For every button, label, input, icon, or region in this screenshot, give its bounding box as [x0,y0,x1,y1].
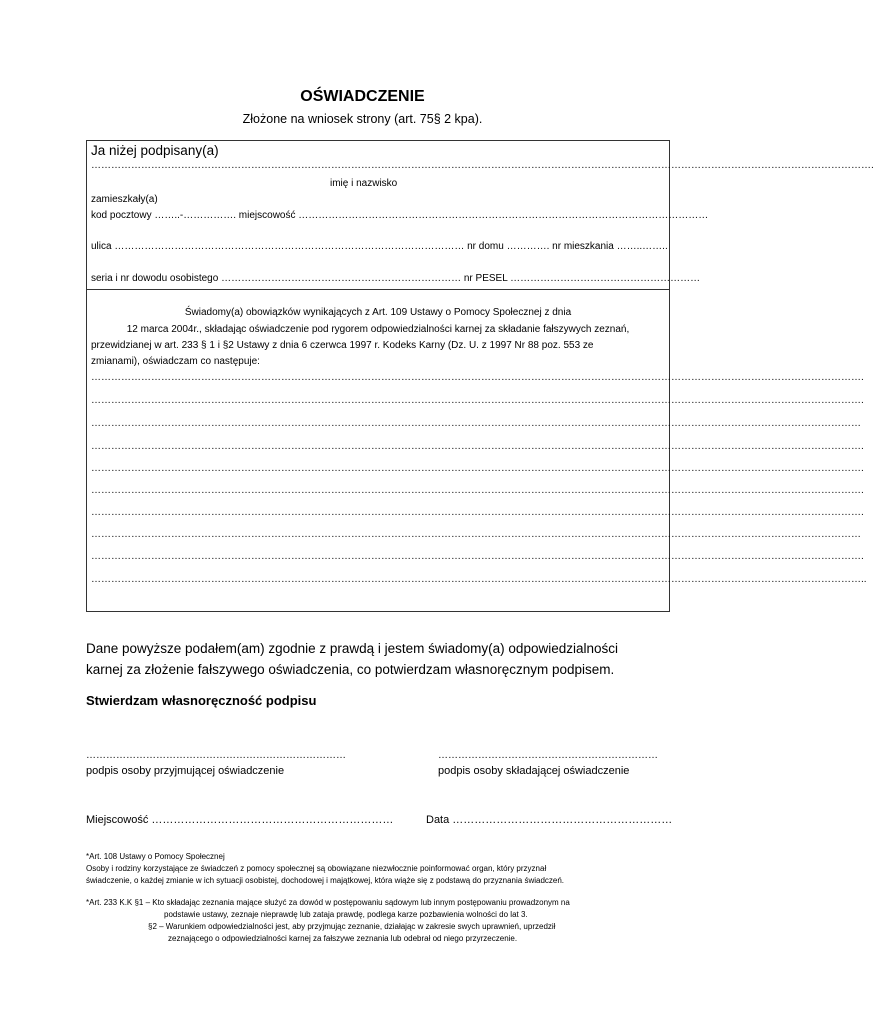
date-field[interactable]: Data …………………………………………………… [426,814,673,826]
footnote2-line1: *Art. 233 K.K §1 – Kto składając zeznania mające służyć za dowód w postępowaniu sądowym lub innym postępowaniu prowadzonym na [86,898,570,907]
statement-line[interactable]: …………………………………………………………………………………………………………………………………………………………………………………………………………… [91,418,861,429]
statement-line[interactable]: ……………………………………………………………………………………………………………………………………………………………………………………………………………. [91,372,864,383]
statement-line[interactable]: ……………………………………………………………………………………………………………………………………………………………………………………………………………. [91,485,864,496]
declaration-line1: Dane powyższe podałem(am) zgodnie z prawdą i jestem świadomy(a) odpowiedzialności [86,641,618,656]
document-title: OŚWIADCZENIE [300,88,425,105]
left-signature-field[interactable]: …………………………………………………………………… [86,750,346,761]
right-signature-caption: podpis osoby składającej oświadczenie [438,765,630,777]
name-caption: imię i nazwisko [330,178,398,189]
name-field[interactable]: ………………………………………………………………………………………………………………………………………………………………………………………………………………. [91,160,874,171]
statement-line[interactable]: ……………………………………………………………………………………………………………………………………………………………………………………………………………. [91,507,864,518]
declaration-line2: karnej za złożenie fałszywego oświadczenia, co potwierdzam własnoręcznym podpisem. [86,662,615,677]
footnote2-line3: §2 – Warunkiem odpowiedzialności jest, aby przyjmując zeznanie, działając w zakresie swych uprawnień, uprzedził [148,922,556,931]
postal-code-city-field[interactable]: kod pocztowy ……..-……………. miejscowość …………………………………………………………………………………………………………… [91,210,709,221]
confirm-heading: Stwierdzam własnoręczność podpisu [86,693,317,708]
statement-line[interactable]: …………………………………………………………………………………………………………………………………………………………………………………………………………… [91,529,861,540]
statement-line[interactable]: ……………………………………………………………………………………………………………………………………………………………………………………………………………. [91,551,864,562]
statement-line[interactable]: ……………………………………………………………………………………………………………………………………………………………………………………………………………. [91,395,864,406]
signed-label: Ja niżej podpisany(a) [91,143,219,158]
place-field[interactable]: Miejscowość ………………………………………………………… [86,814,394,826]
legal-paragraph-line1: Świadomy(a) obowiązków wynikających z Art. 109 Ustawy o Pomocy Społecznej z dnia [184,307,572,318]
footnote1-title: *Art. 108 Ustawy o Pomocy Społecznej [86,852,225,861]
footnote1-line2: świadczenie, o każdej zmianie w ich sytuacji osobistej, dochodowej i majątkowej, która wiąże się z podstawą do przyznania świadczeń. [86,876,565,885]
footnote2-line2: podstawie ustawy, zeznaje nieprawdę lub zataja prawdę, podlega karze pozbawienia wolności do lat 3. [164,910,528,919]
legal-paragraph-line3: przewidzianej w art. 233 § 1 i §2 Ustawy z dnia 6 czerwca 1997 r. Kodeks Karny (Dz. U. z 1997 Nr 88 poz. 553 ze [91,340,594,351]
legal-paragraph-line2: 12 marca 2004r., składając oświadczenie pod rygorem odpowiedzialności karnej za składanie fałszywych zeznań, [126,324,630,335]
statement-line[interactable]: …………………………………………………………………………………………………………………………………………………………………………………………………………….. [91,574,867,585]
residence-label: zamieszkały(a) [91,194,158,205]
statement-line[interactable]: ……………………………………………………………………………………………………………………………………………………………………………………………………………. [91,463,864,474]
legal-paragraph-line4: zmianami), oświadczam co następuje: [91,356,260,367]
footnote1-line1: Osoby i rodziny korzystające ze świadczeń z pomocy społecznej są obowiązane niezwłocznie poinformować organ, który przyznał [86,864,547,873]
statement-line[interactable]: ……………………………………………………………………………………………………………………………………………………………………………………………………………. [91,441,864,452]
left-signature-caption: podpis osoby przyjmującej oświadczenie [86,765,285,777]
right-signature-field[interactable]: ………………………………………………………… [438,750,658,761]
document-subtitle: Złożone na wniosek strony (art. 75§ 2 kpa). [242,112,483,126]
street-address-field[interactable]: ulica …………………………………………………………………………………………… nr domu …………. nr mieszkania ……..…….. [91,241,668,252]
id-pesel-field[interactable]: seria i nr dowodu osobistego ……………………………………………………………… nr PESEL ………………………………………………… [91,273,701,284]
footnote2-line4: zeznającego o odpowiedzialności karnej za fałszywe zeznania lub odebrał od niego przyrzeczenie. [168,934,518,943]
